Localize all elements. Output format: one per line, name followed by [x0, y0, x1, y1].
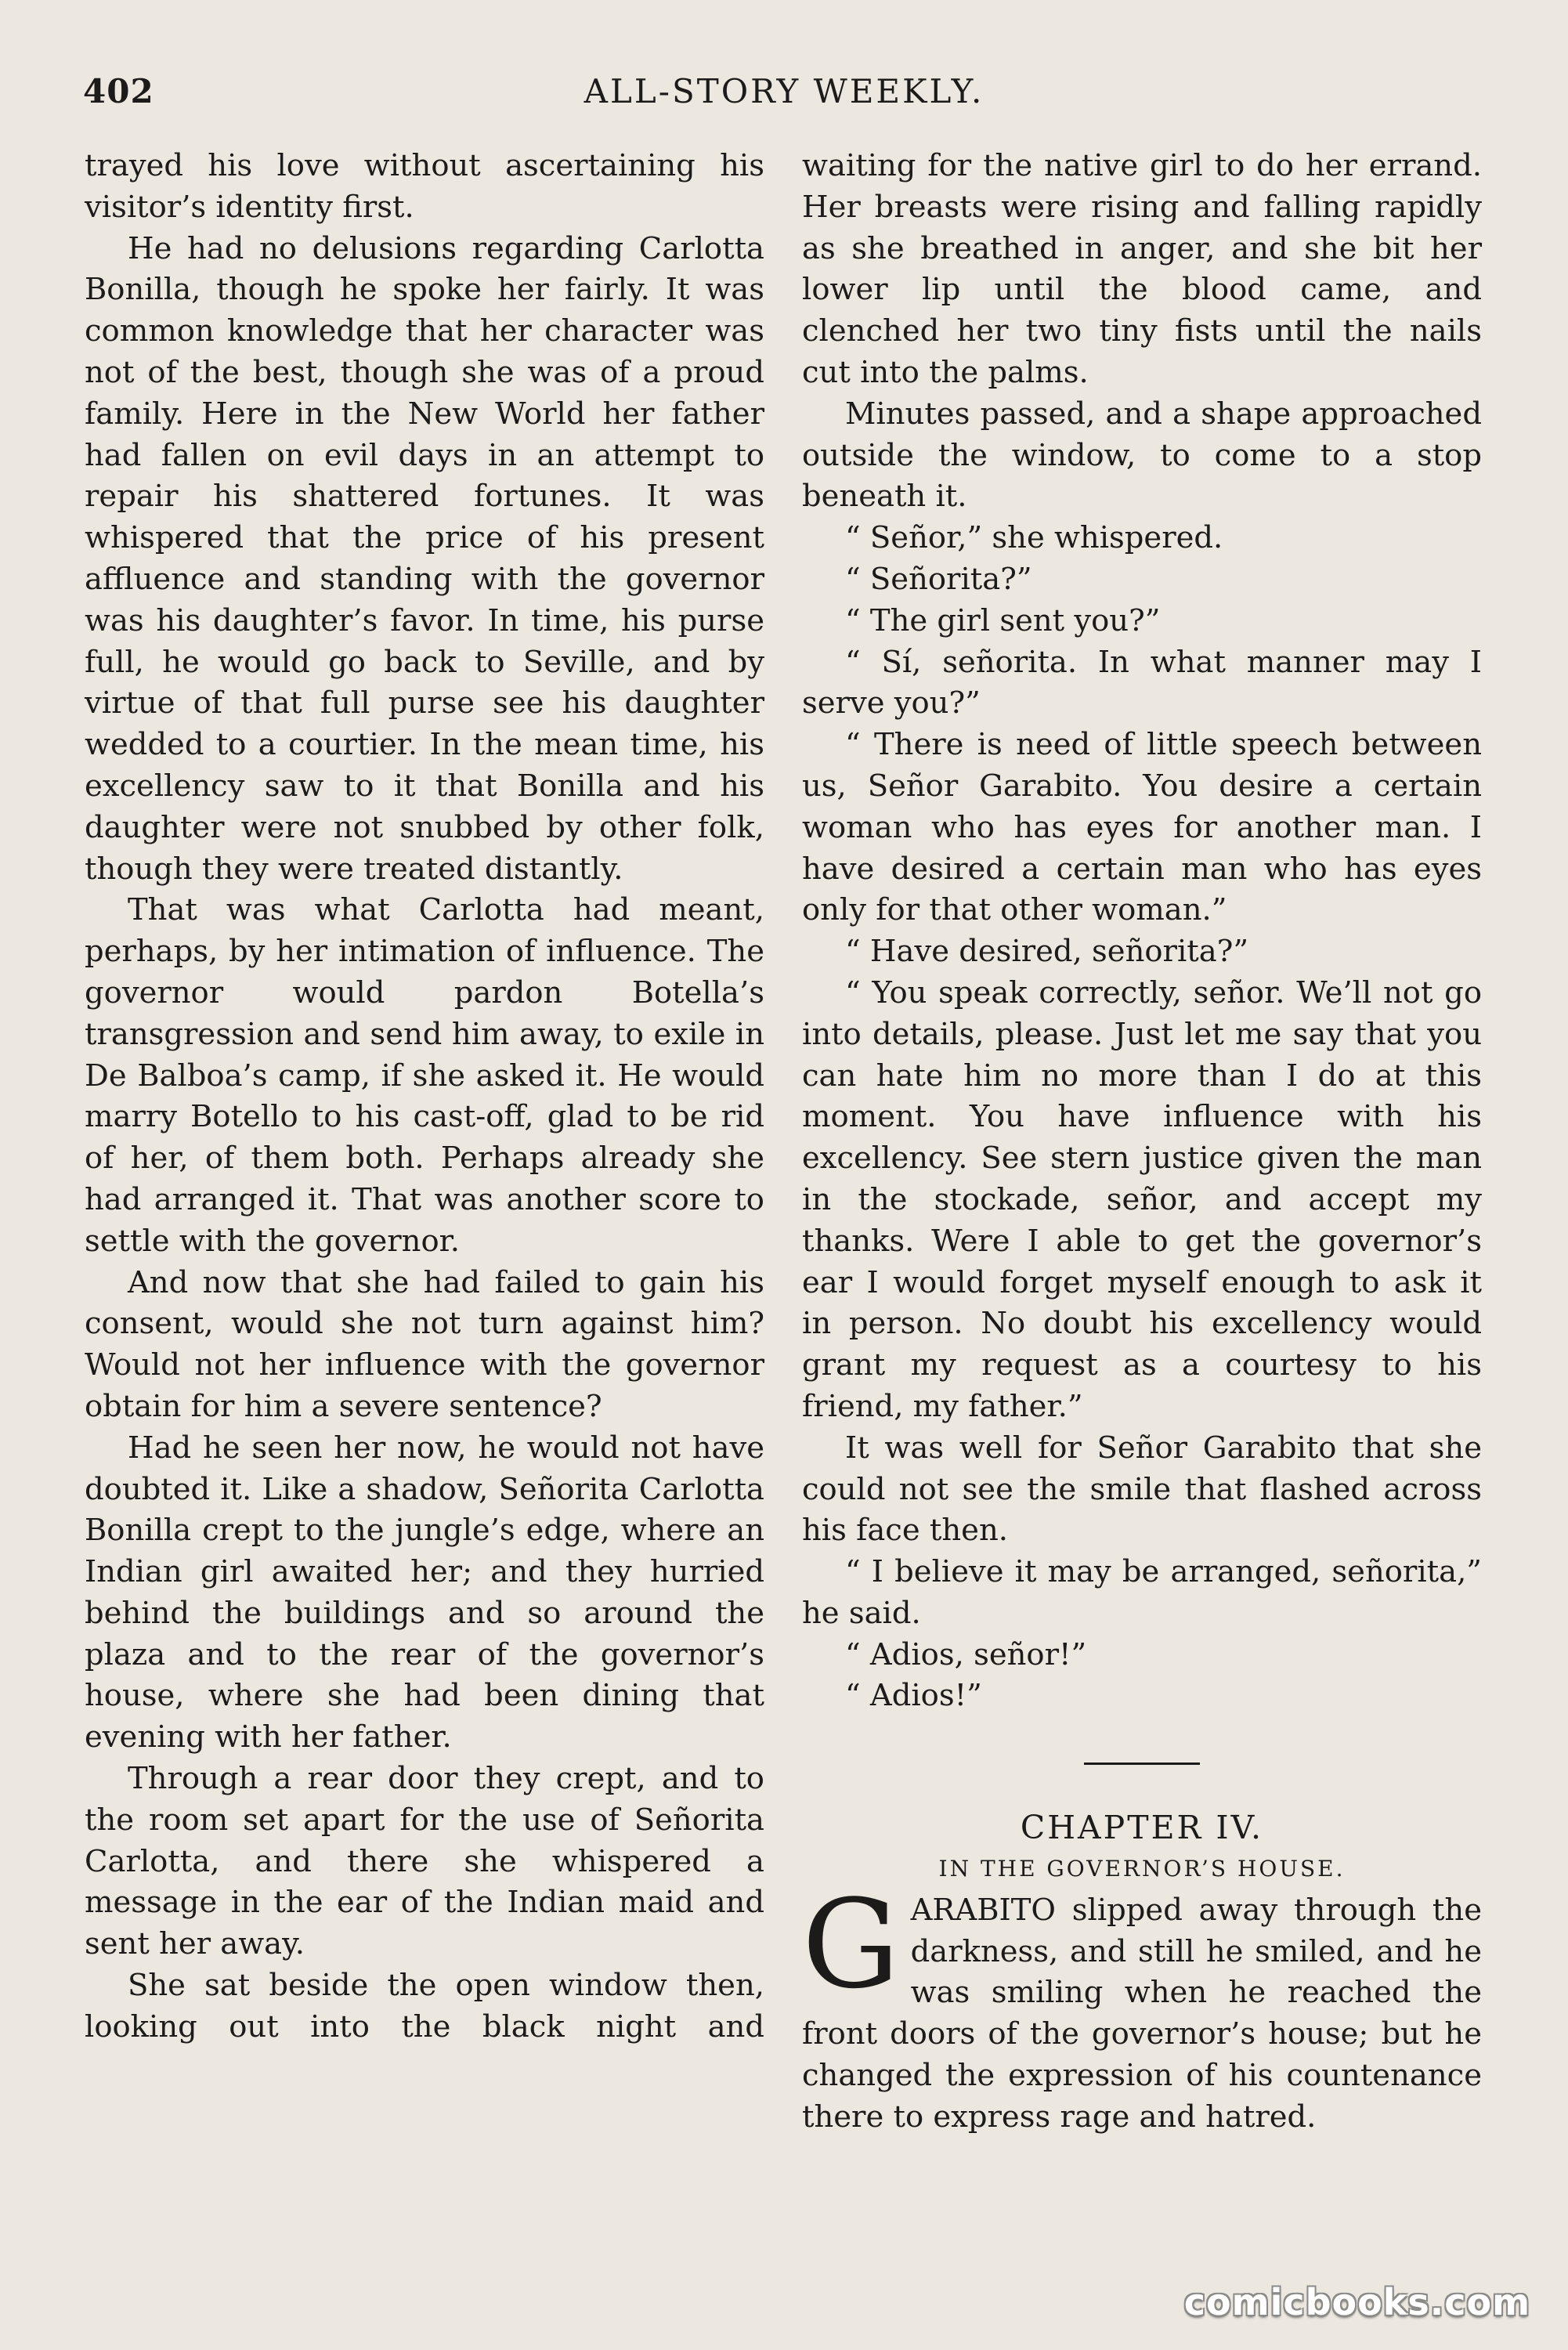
drop-cap: G — [802, 1872, 900, 2016]
section-divider — [1084, 1762, 1200, 1765]
chapter-opening-text: ARABITO slipped away through the darkness, and still he smiled, and he was smiling when he reached the front doors of the governor’s house; but he changed the expression of his countenance there to express rage and hatred. — [802, 1892, 1482, 2135]
dialogue-line: “ I believe it may be arranged, señorita,” he said. — [802, 1554, 1482, 1631]
paragraph: She sat beside the open window then, looking out into the black night and — [85, 1968, 764, 2044]
chapter-heading: CHAPTER IV. — [1020, 1809, 1264, 1847]
paragraph: And now that she had failed to gain his consent, would she not turn against him? Would not her influence with the governor obtain for him a severe sentence? — [85, 1264, 764, 1424]
paragraph: waiting for the native girl to do her errand. Her breasts were rising and falling rapidly as she breathed in anger, and she bit her lower lip until the blood came, and clenched her two tiny fists until the nails cut into the palms. — [802, 148, 1482, 390]
paragraph: He had no delusions regarding Carlotta Bonilla, though he spoke her fairly. It was common knowledge that her character was not of the best, though she was of a proud family. Here in the New World her father had fallen on evil days in an attempt to repair his shattered fortunes. It was whispered that the price of his present affluence and standing with the governor was his daughter’s favor. In time, his purse full, he would go back to Seville, and by virtue of that full purse see his daughter wedded to a courtier. In the mean time, his excellency saw to it that Bonilla and his daughter were not snubbed by other folk, though they were treated distantly. — [85, 230, 764, 887]
watermark-logo: comicbooks.com — [1183, 2281, 1530, 2323]
paragraph: Through a rear door they crept, and to the room set apart for the use of Señorita Carlotta, and there she whispered a message in the ear of the Indian maid and sent her away. — [85, 1761, 764, 1962]
paragraph: That was what Carlotta had meant, perhaps, by her intimation of influence. The governor would pardon Botella’s transgression and send him away, to exile in De Balboa’s camp, if she asked it. He would marry Botello to his cast-off, glad to be rid of her, of them both. Perhaps already she had arranged it. That was another score to settle with the governor. — [85, 892, 764, 1259]
paragraph: Had he seen her now, he would not have doubted it. Like a shadow, Señorita Carlotta Bonilla crept to the jungle’s edge, where an Indian girl awaited her; and they hurried behind the buildings and so around the plaza and to the rear of the governor’s house, where she had been dining that evening with her father. — [85, 1430, 764, 1755]
dialogue-line: “ You speak correctly, señor. We’ll not go into details, please. Just let me say that you can hate him no more than I do at this moment. You have influence with his excellency. See stern justice given the man in the stockade, señor, and accept my thanks. Were I able to get the governor’s ear I would forget myself enough to ask it in person. No doubt his excellency would grant my request as a courtesy to his friend, my father.” — [802, 974, 1482, 1424]
right-column — [802, 146, 1482, 2138]
dialogue-line: “ Adios!” — [845, 1678, 982, 1714]
left-column — [85, 146, 764, 2048]
dialogue-line: “ Señor,” she whispered. — [845, 520, 1223, 556]
dialogue-line: “ Adios, señor!” — [845, 1636, 1087, 1672]
paragraph: Minutes passed, and a shape approached outside the window, to come to a stop beneath it. — [802, 396, 1482, 515]
dialogue-line: “ Sí, señorita. In what manner may I serve you?” — [802, 644, 1482, 721]
paragraph: trayed his love without ascertaining his visitor’s identity first. — [85, 148, 764, 225]
dialogue-line: “ There is need of little speech between us, Señor Garabito. You desire a certain woman who has eyes for another man. I have desired a certain man who has eyes only for that other woman.” — [802, 727, 1482, 928]
page-number: 402 — [83, 72, 154, 110]
dialogue-line: “ Have desired, señorita?” — [845, 934, 1249, 970]
chapter-opening — [802, 1872, 1482, 2138]
paragraph: It was well for Señor Garabito that she could not see the smile that flashed across his face then. — [802, 1430, 1482, 1549]
chapter-subtitle: IN THE GOVERNOR’S HOUSE. — [938, 1856, 1346, 1882]
dialogue-line: “ Señorita?” — [845, 561, 1032, 597]
running-head: ALL-STORY WEEKLY. — [583, 72, 985, 110]
dialogue-line: “ The girl sent you?” — [845, 602, 1161, 638]
